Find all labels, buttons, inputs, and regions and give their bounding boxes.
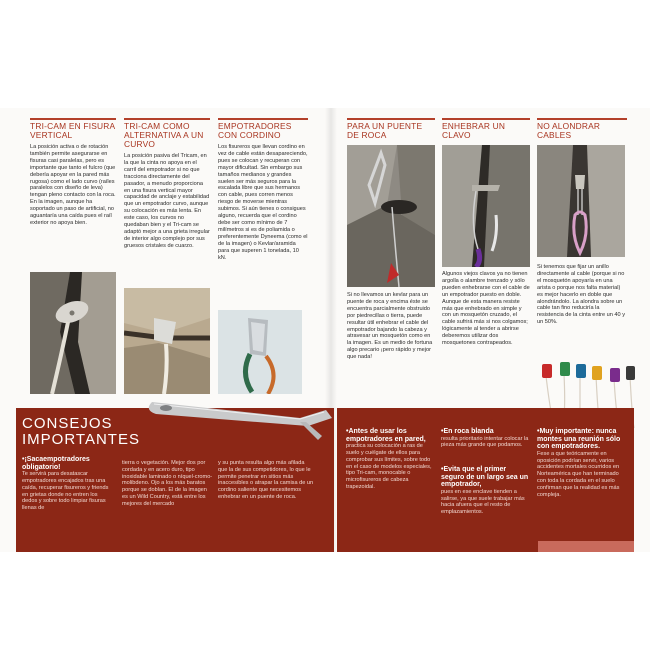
column-empotradores-cordino bbox=[218, 118, 308, 261]
column-title: PARA UN PUENTE DE ROCA bbox=[347, 121, 423, 140]
consejos-title-line1: CONSEJOS bbox=[22, 415, 113, 432]
column-body: Si no llevamos un kevlar para un puente de roca y encima éste se encuentra parcialmente obstruido por piedrecillas o tierra, puede resultar útil enhebrar el cable del empotrador bajando la cabeza y atravesar un mosquetón como en la imagen. Es un medio de fortuna algo precario ¡pero rápido y mejor que nada! bbox=[347, 292, 433, 361]
tip-heading: •Muy importante: nunca montes una reunión sólo con empotradores. bbox=[537, 428, 621, 451]
column-tricam-fisura bbox=[30, 118, 116, 227]
column-body: Si tenemos que fijar un anillo directamente al cable (porque si no el mosquetón apoyaría en una arista o porque nos falta material) es mejor hacerlo en doble que alondrándolo. La alondra sobre un cable tan fino reduciría la resistencia de la cinta entre un 40 y un 50%. bbox=[537, 264, 625, 326]
tip-body: pues en ese enclave tienden a salirse, ya que suele trabajar más hacia afuera que el resto de emplazamientos. bbox=[441, 488, 525, 516]
column-rule bbox=[218, 118, 308, 120]
column-rule bbox=[347, 118, 435, 120]
tip-heading: •En roca blanda bbox=[441, 428, 494, 435]
column-enhebrar-clavo-body bbox=[442, 271, 530, 347]
column-no-alondrar-body bbox=[537, 264, 627, 326]
column-rule bbox=[537, 118, 627, 120]
tip-practica bbox=[346, 428, 434, 491]
nut-tool-image bbox=[140, 392, 340, 444]
column-no-alondrar bbox=[537, 118, 627, 144]
tip-body: tierra o vegetación. Mejor dos por cordada y en acero duro, tipo inoxidable laminado o níquel-cromo-molibdeno. Ojo a los más baratos porque se doblan. El de la imagen es un Wild Country, está entre los mejores del mercado bbox=[122, 460, 213, 507]
tip-body: y su punta resulta algo más afilada que la de sus competidores, lo que le permite penetrar en sitios más inaccesibles o atrapar la camisa de un cordino saliente que necesitemos enhebrar en un puente de roca. bbox=[218, 460, 314, 500]
column-tricam-alternativa bbox=[124, 118, 210, 250]
photo-tricam-fissure bbox=[30, 272, 116, 394]
column-title: ENHEBRAR UN CLAVO bbox=[442, 121, 506, 140]
photo-cable-sling bbox=[537, 145, 625, 257]
tip-heading: •Evita que el primer seguro de un largo sea un empotrador, bbox=[441, 466, 529, 489]
tip-heading: •Antes de usar los empotradores en pared, bbox=[346, 428, 426, 443]
column-puente-roca bbox=[347, 118, 435, 144]
column-puente-roca-body bbox=[347, 292, 435, 361]
tip-heading: •¡Sacaempotradores obligatorio! bbox=[22, 456, 90, 471]
column-rule bbox=[30, 118, 116, 120]
tip-sacaempotradores bbox=[22, 456, 114, 512]
column-title: TRI-CAM COMO ALTERNATIVA A UN CURVO bbox=[124, 121, 204, 149]
photo-piton-thread bbox=[442, 145, 530, 267]
column-title: TRI-CAM EN FISURA VERTICAL bbox=[30, 121, 115, 140]
tip-primer-seguro bbox=[441, 466, 531, 516]
column-title: NO ALONDRAR CABLES bbox=[537, 121, 601, 140]
tip-roca-blanda bbox=[441, 428, 531, 449]
column-body: La posición pasiva del Tricam, en la que la cinta no apoya en el carril del empotrador si no que tracciona directamente del pasador, a menudo proporciona en una fisura vertical mayor capacidad de anclaje y estabilidad que un empotrador curvo, aunque su colocación es más lenta. En este caso, los curvos no quedaban bien y el Tri-cam se adaptó mejor a una grieta irregular de interior algo complejo por sus gruesos cristales de cuarzo. bbox=[124, 153, 210, 249]
consejos-title-line2: IMPORTANTES bbox=[22, 431, 140, 448]
column-enhebrar-clavo bbox=[442, 118, 530, 144]
column-body: La posición activa o de rotación también permite asegurarse en fisuras casi paralelas, pero es importante que tanto el fulcro (que debería apoyar en la pared más rugosa) como el lado curvo (raíles paralelos con diseño de leva) tengan pleno contacto con la roca. En la imagen, aunque ha soportado un paso de artificial, no aguantaría una caída pues el raíl exterior no apoya bien. bbox=[30, 144, 116, 226]
tip-sacaempotradores-cont1 bbox=[122, 460, 214, 508]
tip-body: Te servirá para desatascar empotradores encajados tras una caída, recuperar fisureros y friends en grietas donde no entren los dedos y sobre todo limpiar fisuras llenas de bbox=[22, 471, 109, 512]
consejos-title bbox=[22, 416, 140, 448]
tip-reunion bbox=[537, 428, 629, 498]
photo-rock-bridge bbox=[347, 145, 435, 287]
band-corner-shade bbox=[538, 541, 634, 552]
column-rule bbox=[442, 118, 530, 120]
column-title: EMPOTRADORES CON CORDINO bbox=[218, 121, 292, 140]
tip-body: practica su colocación a ras de suelo y cuélgate de ellos para comprobar sus límites, sobre todo en el caso de modelos especiales, tipo Tri-cam, monocable o microfisureros de cabeza trapezoidal. bbox=[346, 443, 432, 490]
column-body: Los fisureros que llevan cordino en vez de cable están desapareciendo, pues se colocan y recuperan con mayor dificultad. Sin embargo sus tamaños medianos y grandes suelen ser más seguros para la escalada libre que sus hermanos con cable, pues corren menos riesgo de moverse mientras subimos. Si aún tienes o consigues alguno, recuerda que el cordino debe ser como mínimo de 7 milímetros si es de poliamida o preferentemente Dyneema (como el de la imagen) o Kevlar/aramida para que superen 1 tonelada, 10 kN. bbox=[218, 144, 308, 261]
photo-cordino-nut bbox=[218, 310, 302, 394]
tip-sacaempotradores-cont2 bbox=[218, 460, 314, 501]
column-body: Algunos viejos clavos ya no tienen argolla o alambre trenzado y sólo pueden enhebrarse con el cable de un empotrador puesto en doble. Aunque de esta manera resiste más que enhebrado en simple y con un mosquetón cruzado, el cable sufrirá más si nos colgamos; lógicamente al tender a abrirse deberemos utilizar dos mosquetones contrapeados. bbox=[442, 271, 530, 347]
tip-body: resulta prioritario intentar colocar la pieza más grande que podamos. bbox=[441, 435, 529, 449]
tip-body: Fese a que teóricamente en oposición podrían servir, varios accidentes mortales ocurridos en Norteamérica que han terminado con toda la cordada en el suelo confirman que la realidad es más compleja. bbox=[537, 450, 620, 498]
photo-tricam-curvo bbox=[124, 288, 210, 394]
column-rule bbox=[124, 118, 210, 120]
